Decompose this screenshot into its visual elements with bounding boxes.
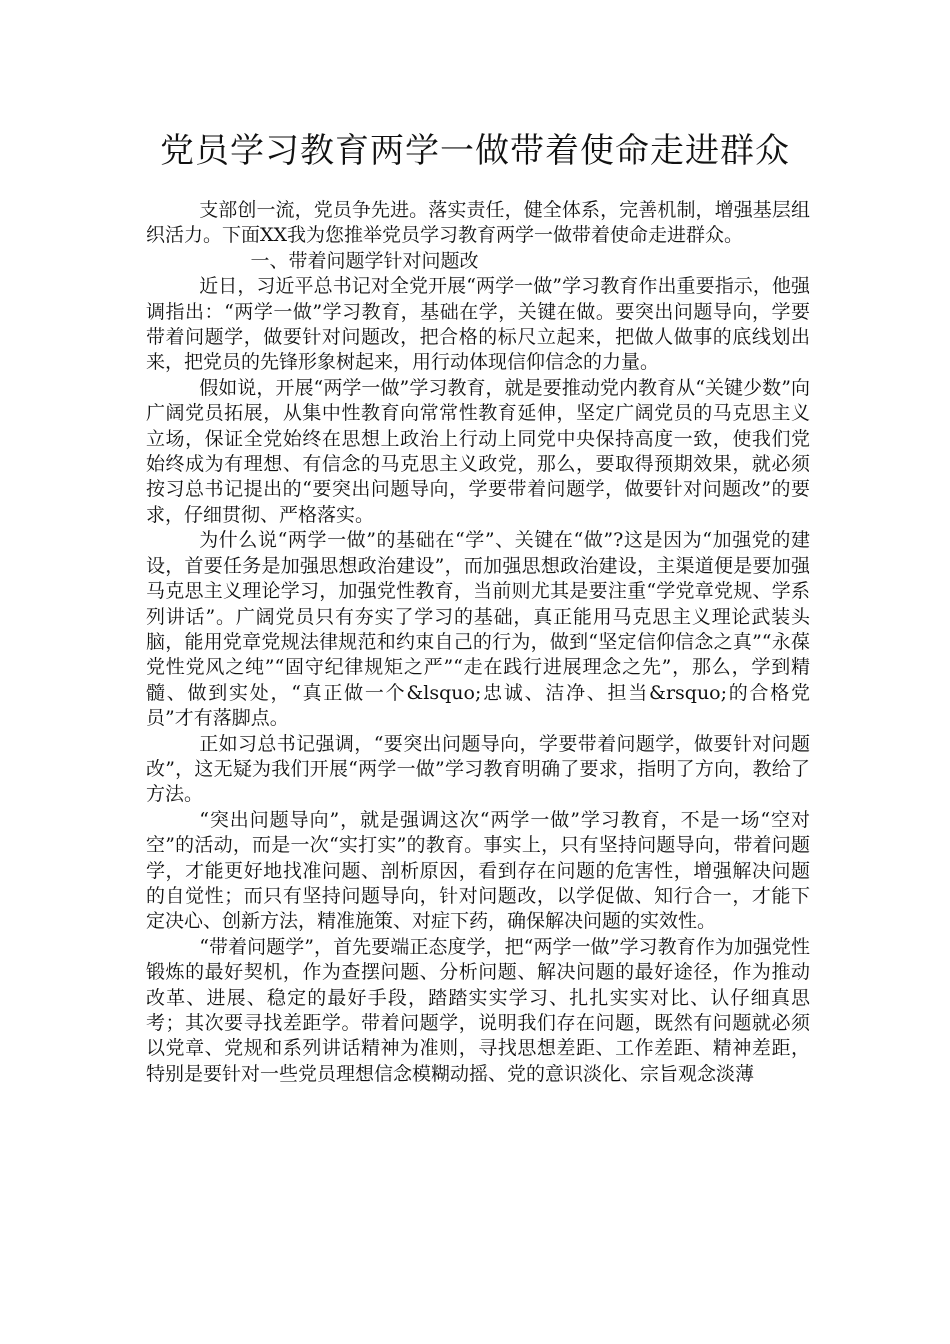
document-title: 党员学习教育两学一做带着使命走进群众 bbox=[160, 131, 790, 171]
body-paragraph: “带着问题学”，首先要端正态度学，把“两学一做”学习教育作为加强党性锻炼的最好契机，作为查摆问题、分析问题、解决问题的最好途径，作为推动改革、进展、稳定的最好手段，踏踏实实学习、扎扎实实对比、认仔细真思考；其次要寻找差距学。带着问题学，说明我们存在问题，既然有问题就必须以党章、党规和系列讲话精神为准则，寻找思想差距、工作差距、精神差距，特别是要针对一些党员理想信念模糊动摇、党的意识淡化、宗旨观念淡薄 bbox=[146, 935, 810, 1085]
document-body bbox=[146, 198, 810, 1087]
body-paragraph: 正如习总书记强调，“要突出问题导向，学要带着问题学，做要针对问题改”，这无疑为我们开展“两学一做”学习教育明确了要求，指明了方向，教给了方法。 bbox=[146, 732, 810, 806]
body-paragraph: 假如说，开展“两学一做”学习教育，就是要推动党内教育从“关键少数”向广阔党员拓展，从集中性教育向常常性教育延伸，坚定广阔党员的马克思主义立场，保证全党始终在思想上政治上行动上同党中央保持高度一致，使我们党始终成为有理想、有信念的马克思主义政党，那么，要取得预期效果，就必须按习总书记提出的“要突出问题导向，学要带着问题学，做要针对问题改”的要求，仔细贯彻、严格落实。 bbox=[146, 376, 810, 526]
intro-paragraph: 支部创一流，党员争先进。落实责任，健全体系，完善机制，增强基层组织活力。下面XX我为您推举党员学习教育两学一做带着使命走进群众。 bbox=[146, 199, 810, 247]
body-paragraph: 近日，习近平总书记对全党开展“两学一做”学习教育作出重要指示，他强调指出：“两学一做”学习教育，基础在学，关键在做。要突出问题导向，学要带着问题学，做要针对问题改，把合格的标尺立起来，把做人做事的底线划出来，把党员的先锋形象树起来，用行动体现信仰信念的力量。 bbox=[146, 275, 810, 374]
body-paragraph: “突出问题导向”，就是强调这次“两学一做”学习教育，不是一场“空对空”的活动，而是一次“实打实”的教育。事实上，只有坚持问题导向，带着问题学，才能更好地找准问题、剖析原因，看到存在问题的危害性，增强解决问题的自觉性；而只有坚持问题导向，针对问题改，以学促做、知行合一，才能下定决心、创新方法，精准施策、对症下药，确保解决问题的实效性。 bbox=[146, 808, 810, 933]
body-paragraph: 为什么说“两学一做”的基础在“学”、关键在“做”?这是因为“加强党的建设，首要任务是加强思想政治建设”，而加强思想政治建设，主渠道便是要加强马克思主义理论学习，加强党性教育，当前则尤其是要注重“学党章党规、学系列讲话”。广阔党员只有夯实了学习的基础，真正能用马克思主义理论武装头脑，能用党章党规法律规范和约束自己的行为，做到“坚定信仰信念之真”“永葆党性党风之纯”“固守纪律规矩之严”“走在践行进展理念之先”，那么，学到精髓、做到实处，“真正做一个&lsquo;忠诚、洁净、担当&rsquo;的合格党员”才有落脚点。 bbox=[146, 529, 810, 730]
section-heading: 一、带着问题学针对问题改 bbox=[250, 249, 479, 272]
